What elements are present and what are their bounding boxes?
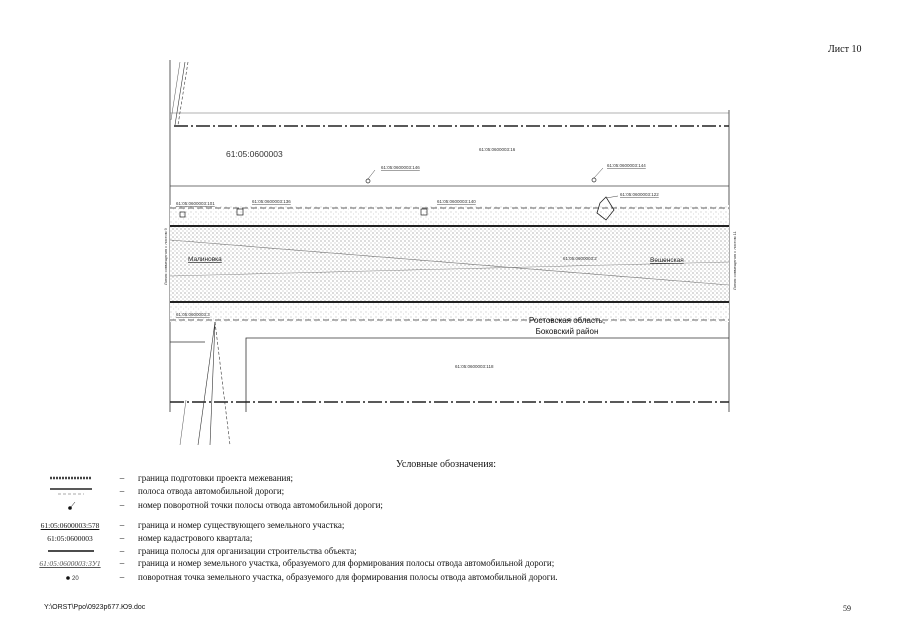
footer-file-path: Y:\ORST\Ppo\0923p677.Ю9.doc xyxy=(44,604,146,611)
diagonal-line-bottom-3 xyxy=(215,322,230,445)
region-label-line2: Боковский район xyxy=(535,327,599,336)
point-top-right-label: 61:05:0600003:144 xyxy=(607,163,646,168)
parcel-bottom-label: 61:05:0600003:118 xyxy=(455,364,494,369)
right-place-label: Вешенская xyxy=(650,257,684,264)
diagonal-line-top-1 xyxy=(175,62,185,125)
point-square-mid-label: 61:05:0600003:140 xyxy=(437,199,476,204)
diagonal-line-top-2 xyxy=(178,62,188,125)
diagonal-line-bottom-4 xyxy=(180,400,186,445)
region-label-line1: Ростовская область, xyxy=(528,316,606,325)
legend-title: Условные обозначения: xyxy=(396,459,497,470)
legend-symbol-turning-point xyxy=(30,499,110,512)
sheet-label: Лист 10 xyxy=(828,44,862,55)
cadastral-quarter-label: 61:05:0600003 xyxy=(226,149,283,159)
road-label: 61:05:0600003:2 xyxy=(563,256,597,261)
legend-symbol-parcel-point xyxy=(30,571,110,584)
legend-symbol-existing-parcel: 61:05:0600003:578 xyxy=(40,521,100,530)
legend-symbol-new-parcel: 61:05:0600003:3У1 xyxy=(39,559,101,568)
point-square-left-label: 61:05:0600003:136 xyxy=(252,199,291,204)
legend-symbol-row-strip xyxy=(30,485,110,498)
left-place-label: Малиновка xyxy=(188,256,222,263)
page-number: 59 xyxy=(843,604,851,613)
bottom-left-parcel-label: 61:05:0600003:3 xyxy=(176,312,210,317)
vertical-left-label: Линия совмещения с листом 9 xyxy=(163,228,168,285)
legend-symbol-cadastral-quarter: 61:05:0600003 xyxy=(47,534,93,543)
parcel-left-label: 61:05:0600003:101 xyxy=(176,201,215,206)
svg-text:20: 20 xyxy=(72,576,79,582)
diagonal-line-top-3 xyxy=(171,62,180,120)
turning-point-top-right xyxy=(592,178,596,182)
turning-point-top-left xyxy=(366,179,370,183)
point-top-left-label: 61:05:0600003:146 xyxy=(381,165,420,170)
point-mid-right-label: 61:05:0600003:122 xyxy=(620,192,659,197)
bottom-parcel-boundary xyxy=(246,338,729,412)
parcel-top-label: 61:05:0600003:16 xyxy=(479,147,516,152)
vertical-right-label: Линия совмещения с листом 11 xyxy=(732,231,737,290)
legend-symbol-survey-boundary xyxy=(30,472,110,485)
